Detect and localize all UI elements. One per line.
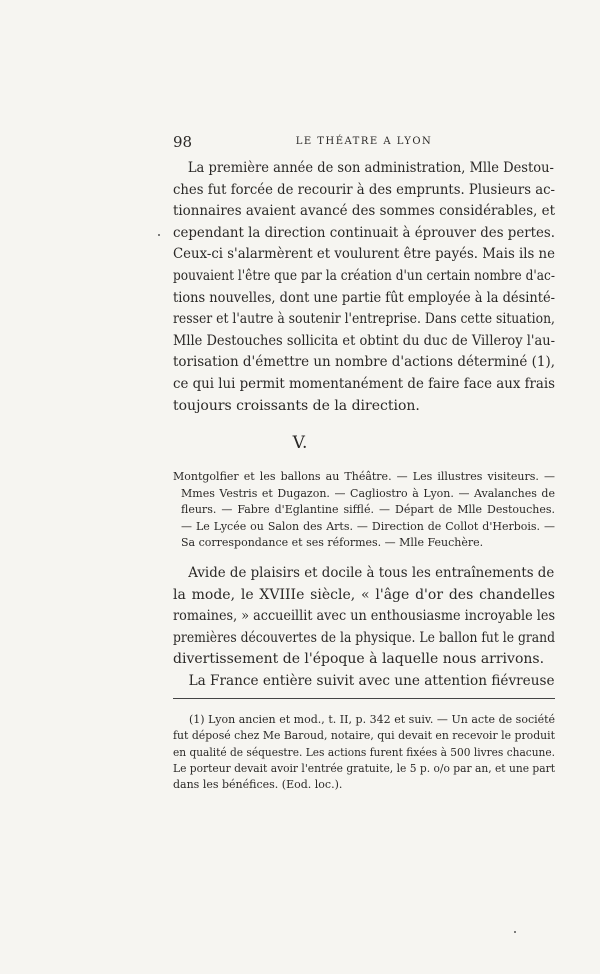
text-line: divertissement de l'époque à laquelle nous arrivons. — [173, 651, 545, 668]
body-paragraph-2 — [173, 563, 555, 693]
paper-speck — [514, 931, 516, 933]
text-line: Ceux-ci s'alarmèrent et voulurent être payés. Mais ils ne — [173, 246, 555, 263]
summary-line: Sa correspondance et ses réformes. — Mlle Feuchère. — [181, 536, 484, 549]
footnote — [173, 712, 555, 793]
footnote-line: (1) Lyon ancien et mod., t. II, p. 342 et suiv. — Un acte de société — [189, 713, 556, 726]
running-title: LE THÉATRE A LYON — [295, 136, 433, 147]
footnote-rule — [173, 698, 555, 699]
page-header — [173, 133, 555, 153]
text-line: premières découvertes de la physique. Le ballon fut le grand — [173, 629, 555, 646]
footnote-line: en qualité de séquestre. Les actions furent fixées à 500 livres chacune. — [173, 745, 556, 759]
paper-speck — [158, 234, 160, 236]
section-number: V. — [292, 433, 308, 453]
text-line: La première année de son administration, Mlle Destou- — [187, 160, 554, 176]
footnote-line: dans les bénéfices. (Eod. loc.). — [173, 778, 343, 792]
text-line: tionnaires avaient avancé des sommes considérables, et — [173, 203, 555, 220]
summary-line: fleurs. — Fabre d'Eglantine sifflé. — Départ de Mlle Destouches. — [181, 503, 556, 516]
chapter-summary — [173, 469, 555, 552]
text-line: toujours croissants de la direction. — [173, 397, 420, 414]
page-number: 98 — [173, 133, 193, 151]
text-line: Avide de plaisirs et docile à tous les entraînements de — [188, 565, 555, 581]
summary-line: — Le Lycée ou Salon des Arts. — Direction de Collot d'Herbois. — — [181, 519, 555, 533]
summary-line: Mmes Vestris et Dugazon. — Cagliostro à Lyon. — Avalanches de — [181, 486, 555, 500]
footnote-line: fut déposé chez Me Baroud, notaire, qui devait en recevoir le produit — [173, 729, 556, 743]
summary-line: Montgolfier et les ballons au Théâtre. — Les illustres visiteurs. — — [173, 470, 555, 483]
body-paragraph-1 — [173, 158, 555, 417]
text-line: la mode, le XVIIIe siècle, « l'âge d'or des chandelles — [173, 586, 555, 603]
text-line: ches fut forcée de recourir à des emprunts. Plusieurs ac- — [173, 181, 556, 198]
text-line: cependant la direction continuait à éprouver des pertes. — [173, 224, 555, 241]
footnote-line: Le porteur devait avoir l'entrée gratuite, le 5 p. o/o par an, et une part — [173, 761, 556, 775]
text-line: pouvaient l'être que par la création d'un certain nombre d'ac- — [173, 267, 555, 284]
text-line: ce qui lui permit momentanément de faire face aux frais — [173, 375, 556, 392]
text-line: La France entière suivit avec une attention fiévreuse — [188, 672, 555, 689]
text-line: torisation d'émettre un nombre d'actions déterminé (1), — [173, 354, 556, 371]
text-line: Mlle Destouches sollicita et obtint du duc de Villeroy l'au- — [173, 332, 555, 349]
text-line: romaines, » accueillit avec un enthousiasme incroyable les — [173, 608, 556, 625]
text-line: tions nouvelles, dont une partie fût employée à la désinté- — [173, 289, 556, 306]
text-line: resser et l'autre à soutenir l'entreprise. Dans cette situation, — [173, 311, 555, 328]
